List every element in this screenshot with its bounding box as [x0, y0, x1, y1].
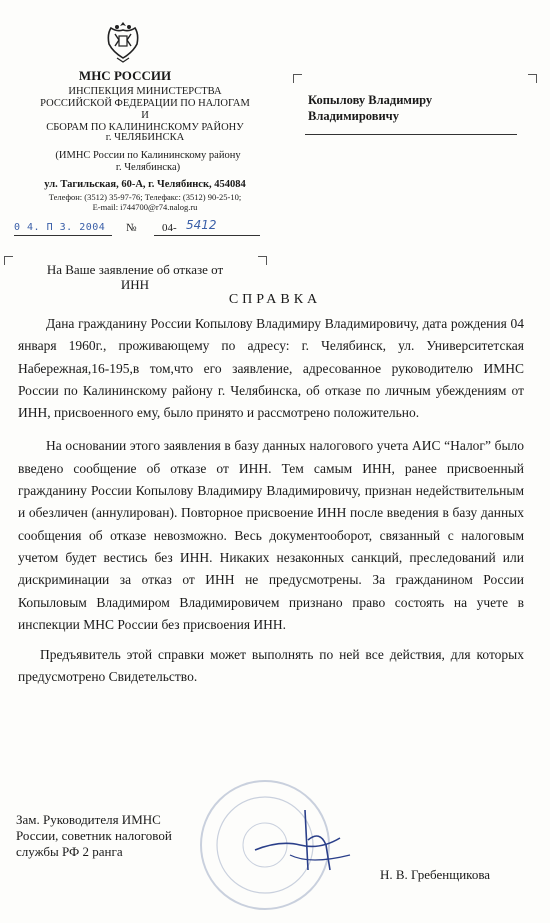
recipient-line: Копылову Владимиру: [308, 93, 433, 107]
signatory-position: [16, 812, 216, 860]
body-paragraph: Дана гражданину России Копылову Владимиру Владимировичу, дата рождения 04 января 1960г., проживающему по адресу: г. Челябинск, ул. Университетская Набережная,16-195,в том,что его заявление, адресованное руководителю ИМНС России по Калининскому району г. Челябинска, об отказе по личным убеждениям от ИНН, присвоенного ему, было принято и рассмотрено положительно.: [18, 316, 524, 421]
outgoing-date: 0 4. П 3. 2004: [14, 222, 106, 233]
org-email: E-mail: i744700@r74.nalog.ru: [92, 202, 198, 212]
org-line: ИНСПЕКЦИЯ МИНИСТЕРСТВА: [68, 86, 222, 97]
document-title: СПРАВКА: [228, 292, 322, 307]
org-address: ул. Тагильская, 60-А, г. Челябинск, 454084: [44, 179, 246, 190]
number-prefix: 04-: [162, 222, 177, 234]
org-line: СБОРАМ ПО КАЛИНИНСКОМУ РАЙОНУ: [46, 122, 244, 133]
date-underline: [14, 235, 112, 236]
document-body: [18, 313, 524, 689]
recipient: [308, 92, 508, 124]
handwritten-signature: [250, 800, 360, 880]
recipient-line: Владимировичу: [308, 109, 399, 123]
signatory-name: Н. В. Гребенщикова: [380, 867, 491, 882]
corner-mark: [293, 74, 302, 83]
number-label: №: [126, 222, 137, 234]
org-alt-line: г. Челябинска): [115, 162, 181, 173]
russian-coat-of-arms-icon: [103, 18, 143, 64]
body-paragraph: На основании этого заявления в базу данных налогового учета АИС “Налог” было введено сообщение об отказе от ИНН. Тем самым ИНН, ранее присвоенный гражданину России Копылову Владимиру Владимировичу, признан недействительным и обезличен (аннулирован). Повторное присвоение ИНН после введения в базу данных сообщения об отказе невозможно. Весь документооборот, связанный с налоговым учетом будет вестись без ИНН. Никаких незаконных санкций, преследований или дискриминации за отказ от ИНН не предусмотрены. За гражданином России Копыловым Владимиром Владимировичем признано право состоять на учете в инспекции МНС России без присвоения ИНН.: [18, 438, 524, 632]
regarding: [35, 262, 235, 292]
org-alt-name: [28, 150, 268, 174]
recipient-underline: [305, 134, 517, 135]
body-paragraph: Предъявитель этой справки может выполнять по ней все действия, для которых предусмотрено Свидетельство.: [18, 647, 524, 685]
corner-mark: [528, 74, 537, 83]
number-underline: [154, 235, 260, 236]
signatory-line: службы РФ 2 ранга: [16, 844, 123, 859]
org-line: РОССИЙСКОЙ ФЕДЕРАЦИИ ПО НАЛОГАМ И: [40, 98, 250, 121]
signatory-line: Зам. Руководителя ИМНС: [16, 812, 161, 827]
org-city: г. ЧЕЛЯБИНСКА: [105, 132, 185, 143]
number-handwritten: 5412: [186, 218, 217, 232]
org-phones: Телефон: (3512) 35-97-76; Телефакс: (3512) 90-25-10;: [48, 192, 242, 202]
corner-mark: [4, 256, 13, 265]
org-title: МНС РОССИИ: [78, 68, 172, 83]
corner-mark: [258, 256, 267, 265]
org-contacts: [20, 192, 270, 212]
org-alt-line: (ИМНС России по Калининскому району: [55, 150, 241, 161]
signatory-line: России, советник налоговой: [16, 828, 172, 843]
regarding-line: На Ваше заявление об отказе от: [46, 262, 224, 277]
outgoing-reference: [14, 218, 264, 238]
regarding-line: ИНН: [120, 277, 150, 292]
org-name-block: [40, 86, 250, 134]
